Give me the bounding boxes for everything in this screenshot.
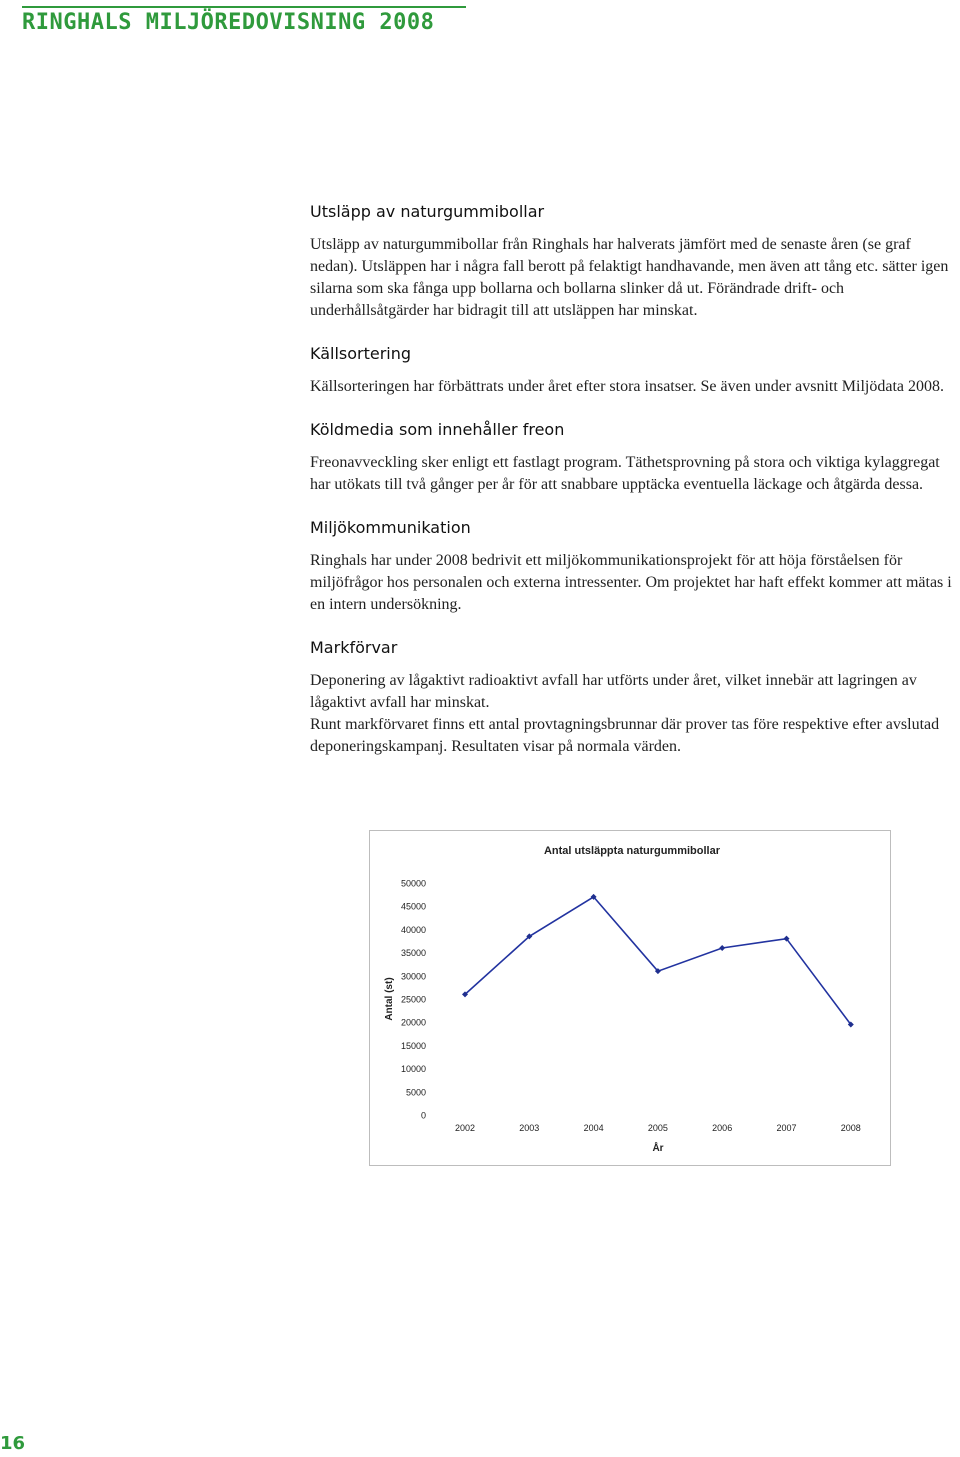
y-tick-label: 5000 (405, 1087, 426, 1098)
x-tick-label: 2008 (840, 1123, 861, 1133)
chart-ylabel: Antal (st) (384, 977, 395, 1021)
section-heading: Utsläpp av naturgummibollar (310, 202, 545, 221)
section-koldmedia (310, 418, 960, 496)
page-header-title: RINGHALS MILJÖREDOVISNING 2008 (22, 10, 435, 35)
x-tick-label: 2002 (454, 1123, 476, 1133)
y-tick-label: 20000 (400, 1017, 426, 1028)
main-content (310, 200, 960, 778)
section-paragraph: Freonavveckling sker enligt ett fastlagt program. Täthetsprovning på stora och viktiga kylaggregat har utökats till två gånger per år för att snabbare upptäcka eventuella läckage och åtgärda dessa. (310, 454, 940, 493)
chart-frame (369, 830, 891, 1166)
page-number: 16 (0, 1433, 26, 1454)
chart-title: Antal utsläppta naturgummibollar (543, 845, 721, 857)
header-rule (22, 6, 466, 8)
x-tick-label: 2007 (776, 1123, 797, 1133)
section-heading: Miljökommunikation (310, 518, 471, 537)
section-paragraph: Ringhals har under 2008 bedrivit ett miljökommunikationsprojekt för att höja förståelsen för miljöfrågor hos personalen och externa intressenter. Om projektet har haft effekt kommer att mätas i en intern undersökning. (310, 552, 952, 613)
section-heading: Köldmedia som innehåller freon (310, 420, 565, 439)
y-tick-label: 15000 (400, 1040, 426, 1051)
section-markforvar (310, 636, 960, 758)
section-paragraph: Källsorteringen har förbättrats under året efter stora insatser. Se även under avsnitt Miljödata 2008. (310, 378, 945, 395)
section-heading: Markförvar (310, 638, 398, 657)
y-tick-label: 30000 (400, 971, 426, 982)
y-tick-label: 40000 (400, 924, 426, 935)
series-line (465, 897, 851, 1025)
y-tick-label: 0 (420, 1110, 426, 1121)
line-chart (370, 831, 890, 1165)
section-paragraph: Deponering av lågaktivt radioaktivt avfall har utförts under året, vilket innebär att lagringen av lågaktivt avfall har minskat. (310, 672, 917, 711)
y-tick-label: 25000 (400, 994, 426, 1005)
section-paragraph: Runt markförvaret finns ett antal provtagningsbrunnar där prover tas före respektive efter avslutad deponeringskampanj. Resultaten visar på normala värden. (310, 716, 940, 755)
y-tick-label: 35000 (400, 948, 426, 959)
x-tick-label: 2005 (647, 1123, 668, 1133)
x-tick-label: 2006 (712, 1123, 733, 1133)
y-tick-label: 45000 (400, 901, 426, 912)
chart-xlabel: År (652, 1143, 664, 1154)
section-paragraph: Utsläpp av naturgummibollar från Ringhals har halverats jämfört med de senaste åren (se graf nedan). Utsläppen har i några fall berott på felaktigt handhavande, men även att tång etc. sätter igen silarna som ska fånga upp bollarna och bollarna slinker då ut. Förändrade drift- och underhållsåtgärder har bidragit till att utsläppen har minskat. (310, 236, 949, 319)
x-tick-label: 2003 (519, 1123, 540, 1133)
data-point (719, 945, 725, 951)
section-heading: Källsortering (310, 344, 412, 363)
y-tick-label: 50000 (400, 878, 426, 889)
section-miljokommunikation (310, 516, 960, 616)
x-tick-label: 2004 (583, 1123, 604, 1133)
y-tick-label: 10000 (400, 1064, 426, 1075)
section-utslapp (310, 200, 960, 322)
section-kallsortering (310, 342, 960, 398)
